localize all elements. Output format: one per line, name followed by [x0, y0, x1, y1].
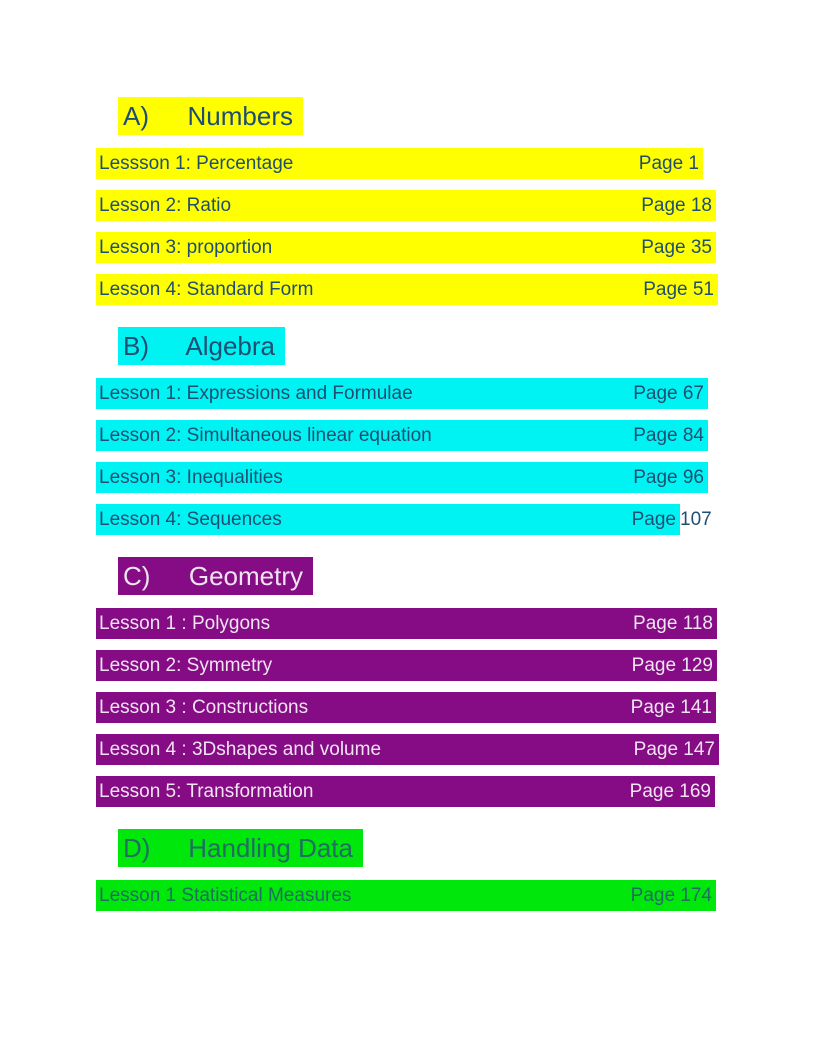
section-letter: C): [123, 561, 151, 591]
section-letter: D): [123, 833, 151, 863]
lesson-label: Lesson 1 : Polygons: [99, 613, 271, 634]
lesson-label: Lesson 5: Transformation: [99, 781, 314, 802]
lesson-label: Lesson 4: Standard Form: [99, 279, 314, 300]
row-highlight: [96, 190, 716, 221]
page-label: Page 84: [633, 425, 704, 446]
heading-gap: [0, 595, 816, 608]
page-label: Page 129: [631, 655, 713, 676]
page-label: Page 96: [633, 467, 704, 488]
toc-row: [96, 776, 715, 807]
section-heading-algebra: [118, 327, 285, 365]
section-title: Geometry: [188, 561, 303, 591]
page-label: Page 18: [641, 195, 712, 216]
lesson-label: Lessson 1: Percentage: [99, 153, 294, 174]
section-heading-numbers: [118, 97, 303, 135]
page-label: Page 1: [638, 153, 699, 174]
top-margin: [0, 0, 816, 97]
section-heading-geometry: [118, 557, 313, 595]
lesson-label: Lesson 2: Symmetry: [99, 655, 273, 676]
row-highlight: [96, 880, 716, 911]
section-gap: [0, 818, 816, 829]
lesson-label: Lesson 1: Expressions and Formulae: [99, 383, 413, 404]
lesson-label: Lesson 4 : 3Dshapes and volume: [99, 739, 382, 760]
toc-row: [96, 274, 718, 305]
row-highlight: [96, 608, 717, 639]
toc-row: [96, 692, 716, 723]
row-highlight: [96, 504, 680, 535]
lesson-label: Lesson 3 : Constructions: [99, 697, 309, 718]
page-label: Page 169: [629, 781, 711, 802]
toc-row: [96, 504, 716, 535]
section-title: Algebra: [185, 331, 275, 361]
page-label: Page 147: [633, 739, 715, 760]
page-label: Page: [631, 509, 676, 530]
toc-row: [96, 420, 708, 451]
row-highlight: [96, 462, 708, 493]
row-highlight: [96, 232, 716, 263]
heading-gap: [0, 135, 816, 148]
page-label: Page 35: [641, 237, 712, 258]
row-highlight: [96, 776, 715, 807]
toc-row: [96, 378, 708, 409]
toc-row: [96, 650, 717, 681]
row-highlight: [96, 378, 708, 409]
toc-row: [96, 734, 719, 765]
page-label: Page 118: [633, 613, 713, 634]
lesson-label: Lesson 3: Inequalities: [99, 467, 283, 488]
lesson-label: Lesson 2: Simultaneous linear equation: [99, 425, 432, 446]
lesson-label: Lesson 3: proportion: [99, 237, 273, 258]
page-label: Page 141: [630, 697, 712, 718]
row-highlight: [96, 148, 703, 179]
page-number-outside-highlight: 107: [680, 509, 712, 530]
section-letter: A): [123, 101, 149, 131]
section-title: Handling Data: [188, 833, 353, 863]
toc-row: [96, 190, 716, 221]
lesson-label: Lesson 1 Statistical Measures: [99, 885, 352, 906]
row-highlight: [96, 734, 719, 765]
row-highlight: [96, 692, 716, 723]
section-letter: B): [123, 331, 149, 361]
page-label: Page 174: [630, 885, 712, 906]
toc-row: [96, 462, 708, 493]
toc-row: [96, 232, 716, 263]
toc-row: [96, 608, 717, 639]
toc-row: [96, 148, 703, 179]
section-title: Numbers: [187, 101, 293, 131]
row-highlight: [96, 274, 718, 305]
heading-gap: [0, 365, 816, 378]
page-label: Page 51: [643, 279, 714, 300]
heading-gap: [0, 867, 816, 880]
section-gap: [0, 546, 816, 557]
row-highlight: [96, 650, 717, 681]
section-heading-handling-data: [118, 829, 363, 867]
page-label: Page 67: [633, 383, 704, 404]
section-gap: [0, 316, 816, 327]
row-highlight: [96, 420, 708, 451]
toc-row: [96, 880, 716, 911]
lesson-label: Lesson 4: Sequences: [99, 509, 282, 530]
lesson-label: Lesson 2: Ratio: [99, 195, 232, 216]
